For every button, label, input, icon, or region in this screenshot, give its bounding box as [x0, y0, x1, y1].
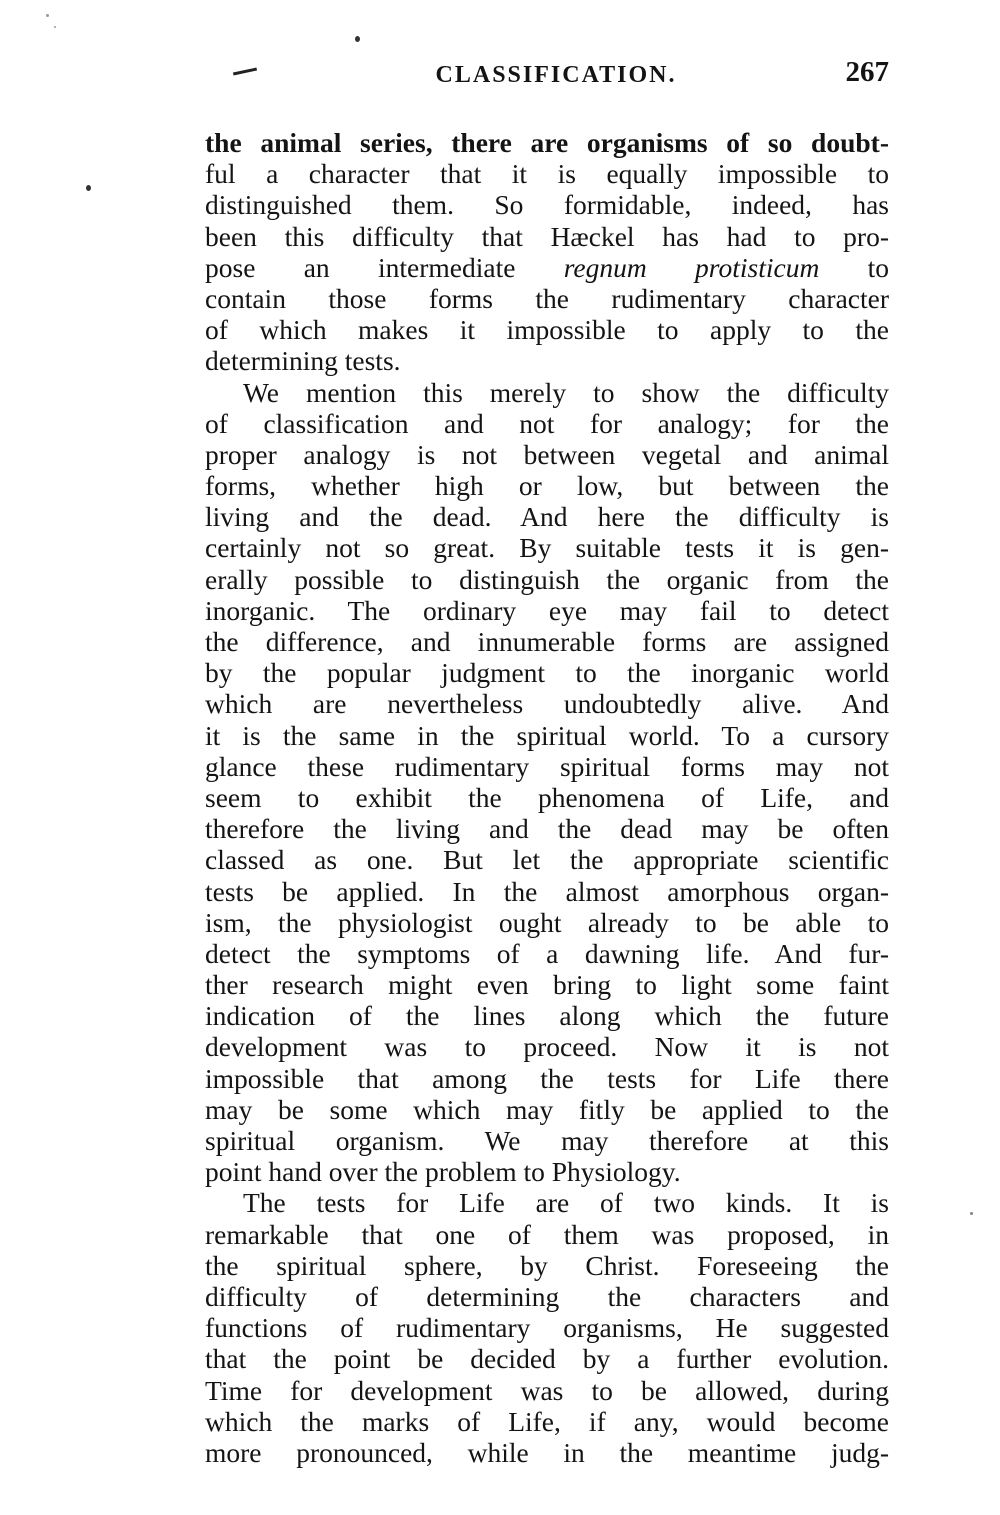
- text-line: inorganic. The ordinary eye may fail to detect: [205, 594, 889, 626]
- text-line: that the point be decided by a further evolution.: [205, 1343, 889, 1375]
- text-line: glance these rudimentary spiritual forms may not: [205, 750, 889, 782]
- text-line: impossible that among the tests for Life there: [205, 1062, 889, 1094]
- text-line: We mention this merely to show the difficulty: [243, 376, 889, 408]
- text-line: difficulty of determining the characters and: [205, 1280, 889, 1312]
- text-line: the difference, and innumerable forms are assigned: [205, 626, 889, 657]
- text-line: distinguished them. So formidable, indeed, has: [205, 189, 889, 221]
- italic-term: regnum protisticum: [563, 251, 820, 283]
- text-line: the animal series, there are organisms of so doubt-: [205, 127, 889, 158]
- text-line: forms, whether high or low, but between the: [205, 470, 889, 502]
- text-line: functions of rudimentary organisms, He suggested: [205, 1312, 889, 1344]
- text-line: of which makes it impossible to apply to the: [205, 314, 889, 346]
- body-text: [205, 127, 889, 1468]
- text-line: Time for development was to be allowed, during: [205, 1374, 889, 1406]
- text-line: ism, the physiologist ought already to be able to: [205, 906, 889, 938]
- text-line: by the popular judgment to the inorganic world: [205, 657, 889, 689]
- text-line: point hand over the problem to Physiology.: [205, 1156, 681, 1188]
- scan-speck: [86, 185, 91, 191]
- text-line: the spiritual sphere, by Christ. Foreseeing the: [205, 1249, 889, 1281]
- text-line: The tests for Life are of two kinds. It is: [243, 1187, 889, 1219]
- page-number: 267: [845, 56, 889, 88]
- text-line: development was to proceed. Now it is not: [205, 1031, 889, 1063]
- text-line: ther research might even bring to light some faint: [205, 969, 889, 1001]
- text-line: living and the dead. And here the difficulty is: [205, 501, 889, 533]
- text-line: certainly not so great. By suitable tests it is gen-: [205, 532, 889, 564]
- scan-speck: [355, 36, 360, 42]
- text-segment: pose an intermediate: [205, 251, 564, 283]
- text-line: proper analogy is not between vegetal and animal: [205, 438, 889, 470]
- text-line: seem to exhibit the phenomena of Life, and: [205, 781, 889, 813]
- text-line: therefore the living and the dead may be often: [205, 813, 889, 845]
- text-line: detect the symptoms of a dawning life. And fur-: [205, 937, 889, 969]
- text-line: it is the same in the spiritual world. To a cursory: [205, 719, 889, 751]
- text-line: been this difficulty that Hæckel has had to pro-: [205, 220, 889, 252]
- text-line-with-italic: [205, 252, 889, 283]
- page-header: [205, 56, 889, 100]
- text-line: which the marks of Life, if any, would become: [205, 1405, 889, 1437]
- text-line: may be some which may fitly be applied to the: [205, 1093, 889, 1125]
- text-line: contain those forms the rudimentary character: [205, 282, 889, 314]
- text-line: determining tests.: [205, 345, 401, 377]
- text-line: ful a character that it is equally impossible to: [205, 158, 889, 190]
- running-head: CLASSIFICATION.: [435, 62, 677, 88]
- text-line: tests be applied. In the almost amorphous organ-: [205, 875, 889, 907]
- text-line: remarkable that one of them was proposed, in: [205, 1218, 889, 1250]
- text-line: classed as one. But let the appropriate scientific: [205, 844, 889, 876]
- text-segment: to: [819, 251, 890, 283]
- text-line: indication of the lines along which the future: [205, 1000, 889, 1032]
- scan-speck: [970, 1212, 973, 1215]
- scan-speck: [46, 14, 49, 17]
- text-line: erally possible to distinguish the organic from the: [205, 563, 889, 595]
- text-line: which are nevertheless undoubtedly alive. And: [205, 688, 889, 720]
- text-line: more pronounced, while in the meantime judg-: [205, 1436, 889, 1468]
- text-line: spiritual organism. We may therefore at this: [205, 1125, 889, 1156]
- scan-speck: [54, 26, 56, 28]
- text-line: of classification and not for analogy; for the: [205, 407, 889, 439]
